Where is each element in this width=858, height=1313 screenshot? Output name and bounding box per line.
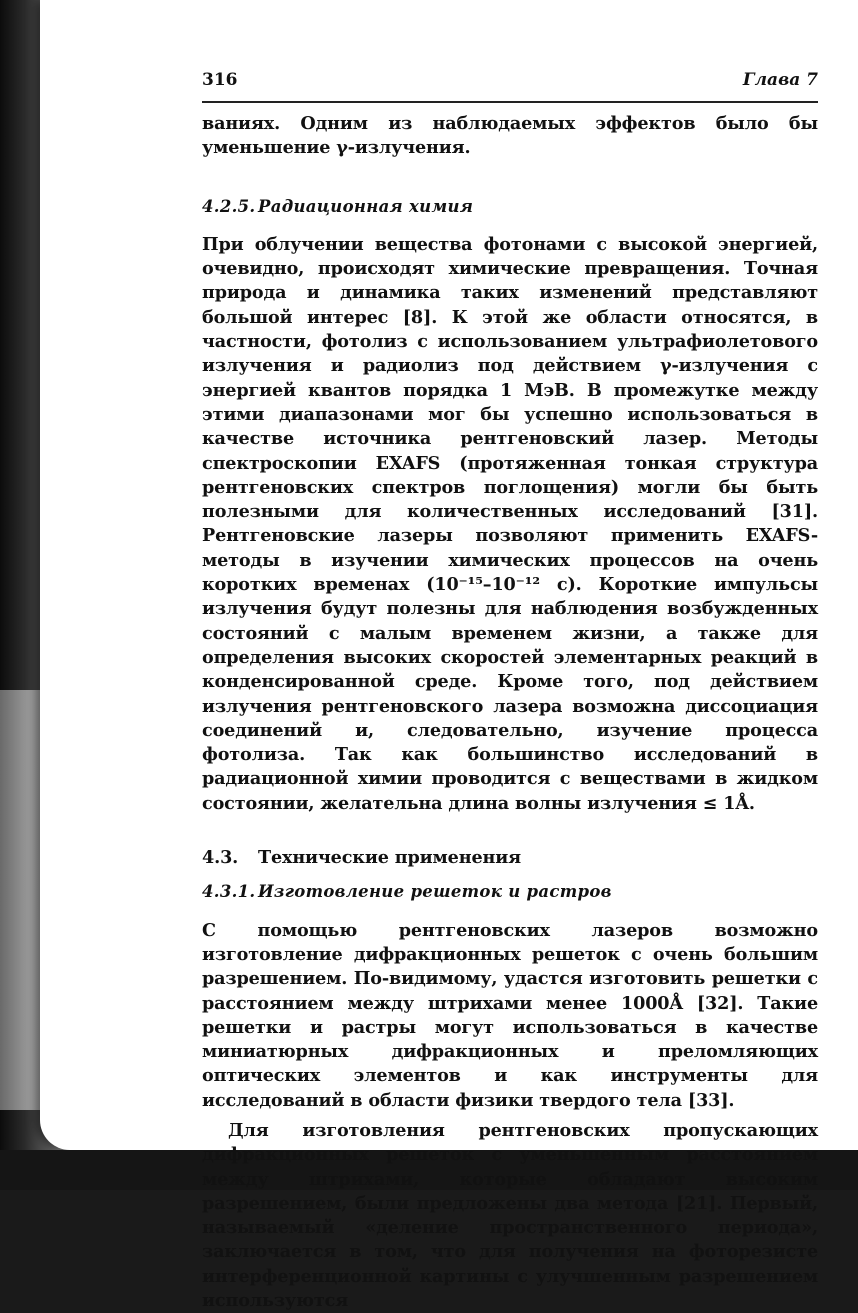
subsection-title: Изготовление решеток и растров bbox=[258, 882, 612, 902]
subsection-number: 4.2.5. bbox=[202, 196, 256, 216]
page-header bbox=[202, 70, 818, 90]
continued-paragraph: ваниях. Одним из наблюдаемых эффектов было бы уменьшение γ-излучения. bbox=[202, 113, 818, 159]
section-heading-4-3 bbox=[202, 846, 818, 870]
header-rule bbox=[202, 101, 818, 103]
subsection-number: 4.3.1. bbox=[202, 882, 256, 902]
page-number: 316 bbox=[202, 70, 238, 90]
running-head: Глава 7 bbox=[742, 70, 818, 90]
page-body bbox=[202, 112, 818, 1313]
paragraph-radiation-chemistry: При облучении вещества фотонами с высокой энергией, очевидно, происходят химические превращения. Точная природа и динамика таких изменений представляют большой интерес [8]. К этой же области относятся, в частности, фотолиз с использованием ультрафиолетового излучения и радиолиз под действием γ-излучения с энергией квантов порядка 1 МэВ. В промежутке между этими диапазонами мог бы успешно использоваться в качестве источника рентгеновский лазер. Методы спектроскопии EXAFS (протяженная тонкая структура рентгеновских спектров поглощения) могли бы быть полезными для количественных исследований [31]. Рентгеновские лазеры позволяют применить EXAFS-методы в изучении химических процессов на очень коротких временах (10⁻¹⁵–10⁻¹² с). Короткие импульсы излучения будут полезны для наблюдения возбужденных состояний с малым временем жизни, а также для определения высоких скоростей элементарных реакций в конденсированной среде. Кроме того, под действием излучения рентгеновского лазера возможна диссоциация соединений и, следовательно, изучение процесса фотолиза. Так как большинство исследований в радиационной химии проводится с веществами в жидком состоянии, желательна длина волны излучения ≤ 1Å. bbox=[202, 233, 818, 814]
section-title: Технические применения bbox=[258, 847, 521, 869]
subsection-heading-4-3-1 bbox=[202, 880, 818, 904]
subsection-title: Радиационная химия bbox=[258, 196, 474, 216]
subsection-heading-4-2-5 bbox=[202, 195, 818, 219]
paragraph-gratings-1: С помощью рентгеновских лазеров возможно изготовление дифракционных решеток с очень большим разрешением. По-видимому, удастся изготовить решетки с расстоянием между штрихами менее 1000Å [32]. Такие решетки и растры могут использоваться в качестве миниатюрных дифракционных и преломляющих оптических элементов и как инструменты для исследований в области физики твердого тела [33]. bbox=[202, 919, 818, 1111]
section-number: 4.3. bbox=[202, 847, 239, 869]
paragraph-gratings-2: Для изготовления рентгеновских пропускающих дифракционных решеток с уменьшенным расстоянием между штрихами, которые обладают высоким разрешением, были предложены два метода [21]. Первый, называемый «деление пространственного периода», заключается в том, что для получения на фоторезисте интерференционной картины с улучшенным разрешением используются bbox=[202, 1119, 818, 1312]
